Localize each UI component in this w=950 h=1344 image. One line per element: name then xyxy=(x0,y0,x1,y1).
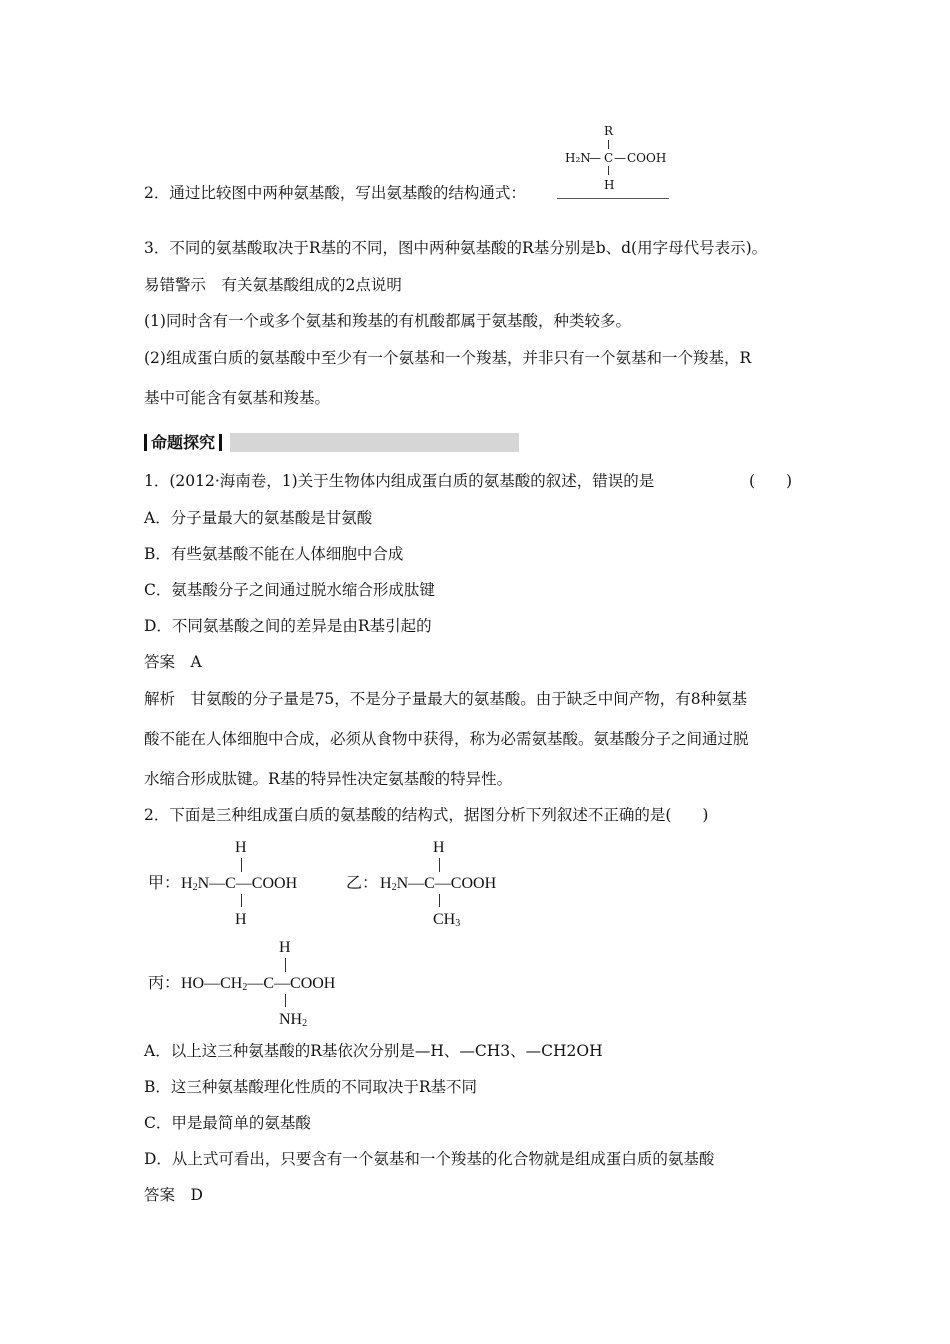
yi-bond-bottom xyxy=(439,894,440,907)
jia-label: 甲： xyxy=(148,875,181,892)
section1-item2: 2．通过比较图中两种氨基酸，写出氨基酸的结构通式： xyxy=(144,184,526,202)
q1-stem: 1．(2012·海南卷，1)关于生物体内组成蛋白质的氨基酸的叙述，错误的是 xyxy=(144,472,655,490)
q1-analysis-line1: 解析 甘氨酸的分子量是75，不是分子量最大的氨基酸。由于缺乏中间产物，有8种氨基 xyxy=(144,690,748,708)
bing-left: HO—CH xyxy=(181,975,243,992)
q1-paren: ( ) xyxy=(749,472,793,490)
note-1: (1)同时含有一个或多个氨基和羧基的有机酸都属于氨基酸，种类较多。 xyxy=(144,312,631,330)
formula-cooh: COOH xyxy=(627,151,667,165)
jia-sub: 2 xyxy=(192,882,198,893)
bing-rest: —C—COOH xyxy=(247,975,336,992)
q2-option-b: B．这三种氨基酸理化性质的不同取决于R基不同 xyxy=(144,1078,478,1096)
answer-underline xyxy=(557,198,669,199)
section1-item3: 3．不同的氨基酸取决于R基的不同，图中两种氨基酸的R基分别是b、d(用字母代号表示)。 xyxy=(144,239,768,257)
warning-title: 易错警示 有关氨基酸组成的2点说明 xyxy=(144,276,402,294)
formula-dash-left: — xyxy=(589,151,601,165)
bing-formula xyxy=(181,974,335,998)
q1-option-d: D．不同氨基酸之间的差异是由R基引起的 xyxy=(144,617,432,635)
formula-bond-bottom xyxy=(608,166,609,175)
bing-bond-bottom xyxy=(285,994,286,1007)
jia-bond-top xyxy=(241,858,242,872)
jia-formula xyxy=(181,874,297,898)
yi-ch3-sub: 3 xyxy=(455,918,461,929)
jia-chain: N—C—COOH xyxy=(197,875,298,892)
q1-answer: 答案 A xyxy=(144,653,202,671)
yi-h: H xyxy=(380,875,392,892)
formula-dash-right: — xyxy=(614,151,626,165)
q1-option-b: B．有些氨基酸不能在人体细胞中合成 xyxy=(144,545,404,563)
yi-bond-top xyxy=(439,858,440,872)
jia-bond-bottom xyxy=(241,894,242,907)
section-header xyxy=(144,432,230,453)
bing-nh2-sub: 2 xyxy=(302,1018,308,1029)
q1-analysis-line2: 酸不能在人体细胞中合成，必须从食物中获得，称为必需氨基酸。氨基酸分子之间通过脱 xyxy=(144,730,749,748)
q1-option-a: A．分子量最大的氨基酸是甘氨酸 xyxy=(144,509,373,527)
formula-r: R xyxy=(604,124,614,138)
bing-nh: NH xyxy=(279,1011,303,1028)
q1-option-c: C．氨基酸分子之间通过脱水缩合形成肽键 xyxy=(144,581,435,599)
q1-analysis-line3: 水缩合形成肽键。R基的特异性决定氨基酸的特异性。 xyxy=(144,770,513,788)
yi-sub: 2 xyxy=(391,882,397,893)
yi-bottom-ch3 xyxy=(433,910,460,934)
formula-h2n: H₂N xyxy=(565,151,591,165)
q2-stem: 2．下面是三种组成蛋白质的氨基酸的结构式，据图分析下列叙述不正确的是( ) xyxy=(144,806,709,824)
q2-answer: 答案 D xyxy=(144,1186,203,1204)
formula-bond-top xyxy=(608,140,609,149)
q2-option-d: D．从上式可看出，只要含有一个氨基和一个羧基的化合物就是组成蛋白质的氨基酸 xyxy=(144,1150,715,1168)
yi-top-h: H xyxy=(433,839,445,856)
bing-top-h: H xyxy=(279,939,291,956)
note-2-line1: (2)组成蛋白质的氨基酸中至少有一个氨基和一个羧基，并非只有一个氨基和一个羧基，R xyxy=(144,349,752,367)
section-header-title: 命题探究 xyxy=(151,433,216,452)
note-2-line2: 基中可能含有氨基和羧基。 xyxy=(144,389,331,407)
yi-label: 乙： xyxy=(346,875,379,892)
q2-option-a: A．以上这三种氨基酸的R基依次分别是—H、—CH3、—CH2OH xyxy=(144,1042,603,1060)
header-right-bar xyxy=(219,434,222,451)
q2-option-c: C．甲是最简单的氨基酸 xyxy=(144,1114,311,1132)
bing-sub: 2 xyxy=(242,982,248,993)
bing-bottom-nh2 xyxy=(279,1010,307,1034)
yi-ch: CH xyxy=(433,911,456,928)
header-left-bar xyxy=(144,434,147,451)
jia-h: H xyxy=(181,875,193,892)
formula-c: C xyxy=(604,151,614,165)
formula-h: H xyxy=(604,178,615,192)
jia-top-h: H xyxy=(235,839,247,856)
bing-bond-top xyxy=(285,958,286,972)
yi-chain: N—C—COOH xyxy=(396,875,497,892)
bing-label: 丙： xyxy=(148,975,181,992)
jia-bottom-h: H xyxy=(235,911,247,928)
